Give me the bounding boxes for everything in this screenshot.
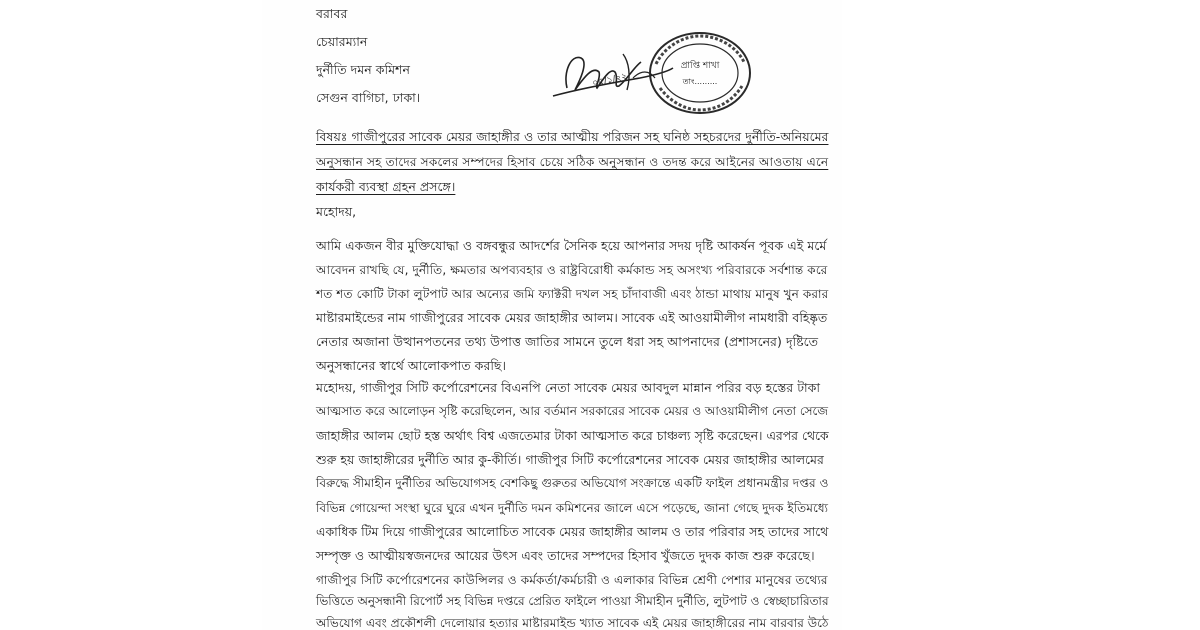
paragraph-line: বিভিন্ন গোয়েন্দা সংস্থা ঘুরে ঘুরে এখন দুর্নীতি দমন কমিশনের জালে এসে পড়েছে, জানা গেছে দুদক ইতিমধ্যে (316, 501, 829, 515)
stamp-received-label: প্রাপ্তি শাখা (680, 61, 720, 71)
paragraph-line: একাধিক টিম দিয়ে গাজীপুরের আলোচিত সাবেক মেয়র জাহাঙ্গীর আলম ও তার পরিবার সহ তাদের সাথে (316, 525, 829, 539)
paragraph-line: শুরু হয় জাহাঙ্গীরের দুর্নীতি আর কু-কীর্তি। গাজীপুর সিটি কর্পোরেশনের সাবেক মেয়র জাহাঙ্গীর আলমের (316, 452, 824, 467)
paragraph-line: সম্পৃক্ত ও আত্মীয়স্বজনদের আয়ের উৎস এবং তাদের সম্পদের হিসাব খুঁজতে দুদক কাজ শুরু করেছে। (316, 548, 815, 563)
address-line: দুর্নীতি দমন কমিশন (316, 62, 410, 77)
address-line: বরাবর (316, 6, 348, 21)
paragraph-line: আবেদন রাখছি যে, দুর্নীতি, ক্ষমতার অপব্যবহার ও রাষ্ট্রবিরোধী কর্মকান্ড সহ অসংখ্য পরিবারকে সর্বশান্ত করে (316, 263, 828, 277)
paragraph-line: মাষ্টারমাইন্ডের নাম গাজীপুরের সাবেক মেয়র জাহাঙ্গীর আলম। সাবেক এই আওয়ামীলীগ নামধারী বহিষ্কৃত (316, 310, 828, 325)
paragraph-line: অভিযোগ এবং প্রকৌশলী দেলোয়ার হত্যার মাষ্টারমাইন্ড খ্যাত সাবেক এই মেয়র জাহাঙ্গীরের নাম বারবার উঠে (316, 616, 829, 630)
paragraph-line: আত্মসাত করে আলোড়ন সৃষ্টি করেছিলেন, আর বর্তমান সরকারের সাবেক মেয়র ও আওয়ামীলীগ নেতা সেজে (316, 404, 828, 418)
seal-stamp (646, 30, 754, 116)
paragraph-line: অনুসন্ধানের স্বার্থে আলোকপাত করছি। (316, 358, 507, 373)
paragraph-line: শত শত কোটি টাকা লুটপাট আর অন্যের জমি ফ্যাক্টরী দখল সহ চাঁদাবাজী এবং ঠান্ডা মাথায় মানুষ খুন করার (316, 287, 829, 301)
paragraph-line: বিরুদ্ধে সীমাহীন দুর্নীতির অভিযোগসহ বেশকিছু গুরুতর অভিযোগ সংক্রান্তে একটি ফাইল প্রধানমন্ত্রীর দপ্তর ও (316, 476, 829, 490)
paragraph-line: জাহাঙ্গীর আলম ছোট হস্ত অর্থাৎ বিশ্ব এজতেমার টাকা আত্মসাত করে চাঞ্চল্য সৃষ্টি করেছেন। এরপর থেকে (316, 429, 829, 443)
subject-line: অনুসন্ধান সহ তাদের সকলের সম্পদের হিসাব চেয়ে সঠিক অনুসন্ধান ও তদন্ত করে আইনের আওতায় এনে (316, 155, 829, 169)
paragraph-line: গাজীপুর সিটি কর্পোরেশনের কাউন্সিলর ও কর্মকর্তা/কর্মচারী ও এলাকার বিভিন্ন শ্রেণী পেশার মানুষের তথ্যের (316, 573, 828, 587)
paragraph-line: ভিত্তিতে অনুসন্ধানী রিপোর্ট সহ বিভিন্ন দপ্তরে প্রেরিত ফাইলে পাওয়া সীমাহীন দুর্নীতি, লুটপাট ও স্বেচ্ছাচারিতার (316, 594, 829, 608)
salutation: মহোদয়, (316, 204, 357, 219)
subject-line: কার্যকরী ব্যবস্থা গ্রহন প্রসঙ্গে। (316, 179, 456, 194)
subject-line: বিষয়ঃ গাজীপুরের সাবেক মেয়র জাহাঙ্গীর ও তার আত্মীয় পরিজন সহ ঘনিষ্ঠ সহচরদের দুর্নীতি-অনিয়মের (316, 130, 829, 144)
signature-date: ০৫/১/২২ (591, 71, 629, 89)
paragraph-line: নেতার অজানা উত্থানপতনের তথ্য উপাত্ত জাতির সামনে তুলে ধরা সহ আপনাদের (প্রশাসনের) দৃষ্টিতে (316, 334, 819, 349)
address-line: চেয়ারম্যান (316, 34, 368, 49)
paragraph-line: আমি একজন বীর মুক্তিযোদ্ধা ও বঙ্গবন্ধুর আদর্শের সৈনিক হয়ে আপনার সদয় দৃষ্টি আকর্ষন পূবক এই মর্মে (316, 238, 827, 253)
paragraph-line: মহোদয়, গাজীপুর সিটি কর্পোরেশনের বিএনপি নেতা সাবেক মেয়র আবদুল মান্নান পরির বড় হস্তের টাকা (316, 380, 821, 395)
letter-page (262, 0, 842, 630)
address-line: সেগুন বাগিচা, ঢাকা। (316, 90, 421, 105)
stamp-date-label: তাং......... (682, 77, 718, 86)
